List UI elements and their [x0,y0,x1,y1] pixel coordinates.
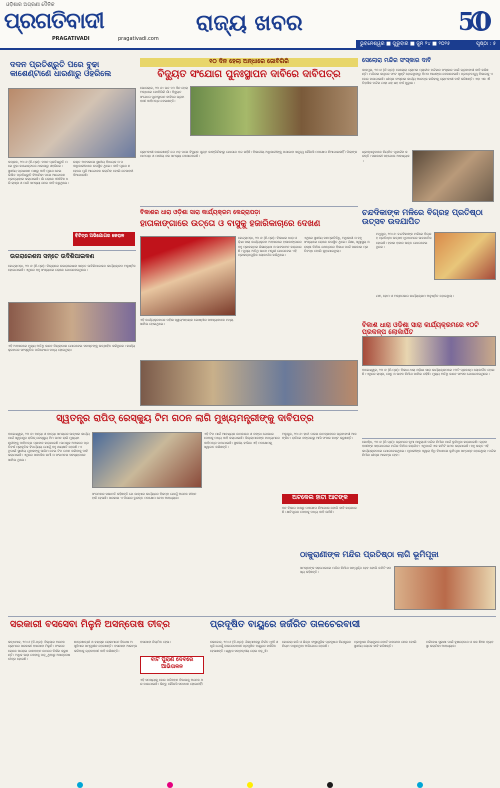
article-photo-7 [362,336,496,366]
article-headline-11[interactable]: ସରକାରୀ ବସସେବା ମିଳୁନି ଅସନ୍ତୋଷ ତୀବ୍ର [10,619,170,630]
article-body-13b: ଏହି ସମସ୍ୟାକୁ ନେଇ ପରିବହନ ବିଭାଗକୁ ଅନେକ ଥର ଜଣାଯାଇଛି। କିନ୍ତୁ କୌଣସି ସମାଧାନ ହୋଇନାହିଁ। [140,678,204,687]
article-body-4b: ଯଜ୍ଞ, ହୋମ ଓ ଅନ୍ନଭୋଗ କାର୍ଯ୍ୟକ୍ରମ ଅନୁଷ୍ଠିତ ହୋଇଥିଲା। [376,294,454,298]
article-body-0b: ଉକ୍ତ ଅବସରରେ ସ୍ଥାନୀୟ ବିଧାୟକ ଓ ପଦାଧିକାରୀମାନେ ଉପସ୍ଥିତ ଥିଲେ। ଦାବି ପୂରଣ ନହେଲେ ପୁଣି ଆନ୍ଦୋଳନ କରାଯିବ ବୋଲି ଚେତାବନୀ ଦିଆଯାଇଛି। [73,160,134,177]
article-headline-4[interactable]: ଚନ୍ଦଦିକାଙ୍କ ମଳିରେ ବିଗ୍ରହ ପ୍ରତିଷ୍ଠା ଉତ୍ସବ ଉଦଯାପିତ [362,207,483,227]
article-headline-2[interactable]: ବିକାଶର ଧାରା ଓଡ଼ିଶା ସାରା କାର୍ଯ୍ୟକ୍ରମ କେନ୍ଦ୍ରାପଡ଼ା [140,209,261,216]
divider [140,206,358,207]
registration-bar [0,776,500,788]
article-body-8a: ବାଲେଶ୍ୱର, ୨୦।୬: ବନ୍ୟା ଓ ବାତ୍ୟା ସମୟରେ ଉଦ୍ଧାର କାର୍ଯ୍ୟ ପାଇଁ ସ୍ୱତନ୍ତ୍ର ରାପିଡ୍ ରେସ୍କ୍ୟୁ ଟିମ ଗଠନ ଲାଗି ମୁଖ୍ୟମନ୍ତ୍ରୀଙ୍କୁ ଦାବିପତ୍ର ପ୍ରଦାନ କରାଯାଇଛି। ଉପକୂଳ ଅଞ୍ଚଳରେ ପ୍ରତିବର୍ଷ ପ୍ରାକୃତିକ ବିପର୍ଯ୍ୟୟ ଯୋଗୁଁ ବହୁ କ୍ଷୟକ୍ଷତି ହେଉଛି। ଏଥିପାଇଁ ସ୍ଥାନୀୟ ଯୁବକଙ୍କୁ ତାଲିମ ଦେଇ ଟିମ ଗଠନ କରିବାକୁ ଦାବି କରାଯାଇଛି। ଏଥିରେ ସାମାଜିକ କର୍ମୀ ଓ ସଂଗଠନର ସଦସ୍ୟମାନେ ସାମିଲ ଥିଲେ। [8,432,90,462]
sidebar-callout: ବିଚିତ୍ର ଅଭିଯୋଗର କେରାଳ [73,232,135,246]
article-body-11b: ଛାତ୍ରଛାତ୍ରୀ ଓ ବୟସ୍କ ଲୋକମାନେ ବିଶେଷ ଅସୁବିଧାର ସମ୍ମୁଖୀନ ହେଉଛନ୍ତି। ବସସେବା ଆରମ୍ଭ କରିବାକୁ ଗ୍ରାମବାସୀ ଦାବି କରିଛନ୍ତି। [74,640,138,653]
kicker-banner: ୧୦ ଦିନ ହେଲା ଅନ୍ଧାରେ ଜୋବିଗିରି [140,58,358,67]
article-body-5b: ଶ୍ରଦ୍ଧାଳୁମାନେ ନିୟମିତ ପୂଜାର୍ଚ୍ଚନା କରନ୍ତି। ସରକାରୀ ସହଯୋଗ ଆବଶ୍ୟକ। [362,150,410,163]
article-headline-9[interactable]: ଠାକୁରାଣୀଙ୍କ ମନ୍ଦିର ପ୍ରତିଷ୍ଠା ଲାଗି ଭୂମିପୂଜା [300,549,439,559]
article-headline-0[interactable]: ଦଦନ ପ୍ରତିଶ୍ରୁତି ପରେ ବୁଢା କାଶେଣ୍ଟାଣେ ଧାରଣାରୁ ଓହରିଲେ [10,59,112,79]
article-headline-3[interactable]: ହାତାକାଙ୍ଗାରେ ଉତ୍ତୋ ଓ ବାସୁକୁ ହଜାରିକାଚାରେ ଦେଖଣ [140,219,321,229]
article-body-1a: ଭୋଗରାଇ, ୨୦।୬: ଗତ ୧୦ ଦିନ ହେଲା ଅନ୍ଧାରେ ଜୋବିଗିରି ଗାଁ। ବିଦ୍ୟୁତ ସଂଯୋଗ ପୁନଃସ୍ଥାପନ ଦାବିରେ ଗ୍ରାମବାସୀ ଦାବିପତ୍ର ଦେଇଛନ୍ତି। [140,86,188,103]
article-headline-10[interactable]: ଅଟକେଲ ହାତୀ ଆତଙ୍କ [282,494,358,504]
article-body-12b: କୋଇଲା ଖଣି ଓ ଶିଳ୍ପ ସଂସ୍ଥାଗୁଡ଼ିକ ପ୍ରଦୂଷଣ ନିୟନ୍ତ୍ରଣ ନିୟମ ମାନୁନଥିବା ଅଭିଯୋଗ ହେଉଛି। [282,640,352,649]
article-body-6b: ଏହି ଅବସରରେ ମୁଖ୍ୟ ଅତିଥି ଭାବେ ଜିଲ୍ଲାପାଳ ଯୋଗଦେଇ ସମସ୍ତଙ୍କୁ ଉତ୍ସାହିତ କରିଥିଲେ। କାର୍ଯ୍ୟକ୍ରମରେ ସାଂସ୍କୃତିକ ପରିବେଷଣ ମଧ୍ୟ ହୋଇଥିଲା। [8,344,136,353]
article-photo-4 [434,232,496,280]
article-body-13a: ବସସେବା ନିୟମିତ ହେଉ। [140,640,171,644]
article-photo-5 [412,150,494,202]
article-headline-7[interactable]: ବିକାଶ ଧାରା ଓଡ଼ିଶା ସାରା କାର୍ଯ୍ୟକ୍ରମରେ ୧୦ଟି ପ୍ରକଳ୍ପ ଲୋକାର୍ପିତ [362,321,479,337]
page-number: ପୃଷ୍ଠା : ୫ [476,41,496,47]
article-headline-13[interactable]: ବାଟି ପୁରାଣ ଦେବରେ ଆଭିତାଳନ [140,656,204,674]
article-photo-3 [140,360,358,406]
article-headline-5[interactable]: ସେଲୋରା ମନ୍ଦିର ସଂସ୍କାର ଦାବି [362,57,432,64]
divider [8,250,136,251]
anniversary-logo [448,6,494,36]
masthead-tagline: ଓଡ଼ିଶାର ଅଗ୍ରଣୀ ଦୈନିକ [6,2,55,8]
article-body-10b: ବନ ବିଭାଗ ପକ୍ଷରୁ ପଦକ୍ଷେପ ନିଆଯାଉ ବୋଲି ଦାବି କରାଯାଇଛି। କ୍ଷତିପୂରଣ ଦେବାକୁ ମଧ୍ୟ ଦାବି ଉଠିଛି। [282,506,357,515]
dateline-bar [356,40,500,49]
article-photo-6 [8,302,136,342]
article-photo-2 [140,236,236,316]
article-body-2c: ଏହି କାର୍ଯ୍ୟକ୍ରମରେ ମହିଳା ସ୍ୱୟଂସହାୟକ ଗୋଷ୍ଠୀର ସଦସ୍ୟାମାନେ ମଧ୍ୟ ସାମିଲ ହୋଇଥିଲେ। [140,318,234,327]
logo-latin: PRAGATIVADI [52,36,90,42]
divider [362,438,496,439]
article-body-9a: ଖୋର୍ଦ୍ଧା, ୨୦।୬ (ନି.ପ୍ର): ଗ୍ରାମରେ ନୂଆ ଠାକୁରାଣୀ ମନ୍ଦିର ନିର୍ମାଣ ପାଇଁ ଭୂମିପୂଜା କରାଯାଇଛି। ଗ୍ରାମବାସୀଙ୍କ ସହଯୋଗରେ ମନ୍ଦିର ନିର୍ମାଣ କରାଯିବ। ଏଥିପାଇଁ ଏକ କମିଟି ଗଠନ କରାଯାଇଛି। ବହୁ ଭକ୍ତ ଏହି କାର୍ଯ୍ୟକ୍ରମରେ ଯୋଗଦେଇଥିଲେ। ପୂଜାରୀଙ୍କ ଦ୍ୱାରା ବିଧି ବିଧାନରେ ଭୂମିପୂଜା ସମ୍ପନ୍ନ ହୋଇଥିଲା। ମନ୍ଦିର ନିର୍ମାଣ ଶୀଘ୍ର ଆରମ୍ଭ ହେବ। [362,440,496,457]
article-body-2b: ଏଥିରେ ସ୍ଥାନୀୟ ଜନପ୍ରତିନିଧି, ଅଧିକାରୀ ଓ ବହୁ ସଂଖ୍ୟାରେ ଲୋକେ ଉପସ୍ଥିତ ଥିଲେ। ଶିକ୍ଷା, ସ୍ୱାସ୍ଥ୍ୟ ଓ ରାସ୍ତା ନିର୍ମାଣ କ୍ଷେତ୍ରରେ ବିକାଶ ପାଇଁ ସରକାର ପ୍ରତିବଦ୍ଧ ବୋଲି କୁହାଯାଇଥିଲା। [304,236,370,253]
article-headline-8[interactable]: ସ୍ୱତନ୍ତ୍ର ରାପିଡ୍ ରେସ୍କ୍ୟୁ ଟିମ ଗଠନ ଲାଗି ମୁଖ୍ୟମନ୍ତ୍ରୀଙ୍କୁ ଦାବିପତ୍ର [56,413,314,424]
article-body-1b: ଗ୍ରାମବାସୀ ଜଣାଇଛନ୍ତି ଯେ ଝଡ଼ ପରେ ବିଦ୍ୟୁତ ଖୁଣ୍ଟ ଭାଙ୍ଗିଯିବାରୁ ଯୋଗାଣ ବନ୍ଦ ରହିଛି। ବିଭାଗୀୟ ଅଧିକାରୀଙ୍କୁ ଜଣାଇବା ସତ୍ତ୍ୱେ କୌଣସି ପଦକ୍ଷେପ ନିଆଯାଇନାହିଁ। ପିଲାଙ୍କ ପାଠପଢ଼ା ଓ ପାନୀୟ ଜଳ ସମସ୍ୟା ଦେଖାଦେଇଛି। [140,150,358,159]
article-body-12a: ତାଳଚେର, ୨୦।୬ (ନି.ପ୍ର): ଶିଳ୍ପାଞ୍ଚଳରୁ ନିର୍ଗତ ଧୂଆଁ ଓ ଧୂଳି ଯୋଗୁଁ ତାଳଚେରବାସୀ ପ୍ରଦୂଷିତ ବାୟୁରେ ଜର୍ଜରିତ ହେଉଛନ୍ତି। ଶ୍ୱାସ ସମ୍ବନ୍ଧୀୟ ରୋଗ ବଢ଼ୁଛି। [210,640,279,653]
anniversary-icon [448,6,494,36]
newspaper-logo[interactable]: ପ୍ରଗତିବାଦୀ [4,8,104,34]
article-body-2a: କେନ୍ଦ୍ରାପଡ଼ା, ୨୦।୬ (ନି.ପ୍ର): ବିକାଶର ଧାରା ଓଡ଼ିଶା ସାରା କାର୍ଯ୍ୟକ୍ରମ ଅବସରରେ ହାତାକାଙ୍ଗାରେ ବହୁ ପ୍ରକଳ୍ପର ଶିଳାନ୍ୟାସ ଓ ଉଦଘାଟନ କରାଯାଇଛି। ମୁଖ୍ୟ ଅତିଥି ଭାବେ ମନ୍ତ୍ରୀ ଯୋଗଦେଇ ଏହି ପ୍ରକଳ୍ପଗୁଡ଼ିକ ଲୋକାର୍ପଣ କରିଥିଲେ। [238,236,302,258]
article-photo-1 [190,86,358,136]
article-body-9b: ସମସ୍ତଙ୍କ ସହଯୋଗରେ ମନ୍ଦିର ନିର୍ମାଣ ସମ୍ପୂର୍ଣ୍ଣ ହେବ ବୋଲି କମିଟି ସଦସ୍ୟ କହିଛନ୍ତି। [300,566,391,575]
article-body-4a: ମଧୁପୁର, ୨୦।୬: ଚନ୍ଦଦିକାଙ୍କ ମଳିରେ ବିଗ୍ରହ ପ୍ରତିଷ୍ଠା ଉତ୍ସବ ଧୁମଧାମରେ ଉଦଯାପିତ ହୋଇଛି। ହଜାର ହଜାର ଭକ୍ତ ଯୋଗଦେଇଥିଲେ। [376,232,432,249]
website-text: pragativadi.com [118,36,159,42]
article-body-10a: ଅନୁଗୁଳ, ୨୦।୬: ହାତୀ ପଲର ଉପଦ୍ରବରେ ଗ୍ରାମବାସୀ ଆତଙ୍କିତ। ରାତିରେ ଜଙ୍ଗଲରୁ ଆସି ଫସଲ ନଷ୍ଟ କରୁଛନ୍ତି। [282,432,357,441]
divider [8,616,496,617]
article-headline-6[interactable]: ଉଗରାରେଶନା ସନ୍ତେ ଉଦିଶିପାଇକଣ [10,253,95,260]
article-body-11a: କନ୍ଧମାଳ, ୨୦।୬ (ନି.ପ୍ର): ଜିଲ୍ଲାର ଅନେକ ଗ୍ରାମରେ ସରକାରୀ ବସସେବା ମିଳୁନି। ଫଳରେ ଲୋକେ ଘରୋଇ ଯାନବାହନ ଉପରେ ନିର୍ଭର କରୁଛନ୍ତି। ଅଧିକ ଭଡ଼ା ଦେବାକୁ ପଡ଼ୁଥିବାରୁ ଅସନ୍ତୋଷ ତୀବ୍ର ହୋଇଛି। [8,640,71,662]
article-body-12c: ପ୍ରଦୂଷଣ ନିୟନ୍ତ୍ରଣ ବୋର୍ଡ ପଦକ୍ଷେପ ନେଉ ବୋଲି ସ୍ଥାନୀୟ ଲୋକେ ଦାବି କରିଛନ୍ତି। [354,640,417,649]
article-body-8b: ସଂଗଠନର ସଭାପତି କହିଛନ୍ତି ଯେ ଉଦ୍ଧାର କାର୍ଯ୍ୟରେ ବିଳମ୍ବ ଯୋଗୁଁ ଅନେକ ଜୀବନ ହାନି ହେଉଛି। ସରକାର ଏ ଦିଗରେ ତୁରନ୍ତ ପଦକ୍ଷେପ ନେବା ଆବଶ୍ୟକ। [92,492,197,501]
article-photo-8 [92,432,202,488]
article-body-7: ବାଲେଶ୍ୱର, ୨୦।୬ (ନି.ପ୍ର): ବିକାଶ ଧାରା ଓଡ଼ିଶା ସାରା କାର୍ଯ୍ୟକ୍ରମରେ ୧୦ଟି ପ୍ରକଳ୍ପ ଲୋକାର୍ପିତ ହୋଇଛି। ଏଥିରେ ରାସ୍ତା, ସେତୁ ଓ ଭବନ ନିର୍ମାଣ ସାମିଲ ରହିଛି। ମୁଖ୍ୟ ଅତିଥି ଭାବେ ସାଂସଦ ଯୋଗଦେଇଥିଲେ। [362,368,495,377]
article-photo-0 [8,88,136,158]
color-registration-icon [0,779,500,788]
divider [8,410,358,411]
dateline-text: ଭୁବନେଶ୍ୱର ■ ଗୁରୁବାର ■ ଜୁନ ୨୪ ■ ୨୦୨୫ [360,41,451,47]
article-body-12d: ପରିବେଶ ସୁରକ୍ଷା ପାଇଁ ବୃକ୍ଷରୋପଣ ଓ ଜଳ ଛିଞ୍ଚନ ବ୍ୟବସ୍ଥା କରାଯିବା ଆବଶ୍ୟକ। [426,640,494,649]
article-photo-9 [394,566,496,610]
article-body-8c: ଏହି ଟିମ ପାଇଁ ଆବଶ୍ୟକ ଉପକରଣ ଓ ଡଙ୍ଗା ଯୋଗାଇଦେବାକୁ ମଧ୍ୟ ଦାବି କରାଯାଇଛି। ଜିଲ୍ଲାପାଳଙ୍କ ମାଧ୍ୟମରେ ଦାବିପତ୍ର ପଠାଯାଇଛି। ସ୍ଥାନୀୟ ବାସିନ୍ଦା ଏହି ପଦକ୍ଷେପକୁ ସ୍ୱାଗତ କରିଛନ୍ତି। [204,432,280,449]
article-body-5a: ଜାଜପୁର, ୨୦।୬ (ନି.ପ୍ର): ସେଲୋରା ଗ୍ରାମର ପ୍ରାଚୀନ ମନ୍ଦିରର ସଂସ୍କାର ପାଇଁ ଗ୍ରାମବାସୀ ଦାବି କରିଛନ୍ତି। ମନ୍ଦିରର କାନ୍ଥରେ ଫାଟ ସୃଷ୍ଟି ହୋଇଥିବାରୁ ବିପଦ ଆଶଙ୍କା ଦେଖାଦେଇଛି। ପ୍ରତ୍ନତତ୍ତ୍ୱ ବିଭାଗକୁ ଏନେଇ ଜଣାଯାଇଛି। ଶୀଘ୍ର ସଂସ୍କାର କାର୍ଯ୍ୟ ଆରମ୍ଭ କରିବାକୁ ଗ୍ରାମବାସୀ ଦାବି କରିଛନ୍ତି। ଏହା ଏକ ଐତିହାସିକ ମନ୍ଦିର ଯାହା ଶହ ଶହ ବର୍ଷ ପୁରୁଣା। [362,68,493,85]
article-body-6: କେନ୍ଦ୍ରାପଡ଼ା, ୨୦।୬ (ନି.ପ୍ର): ଜିଲ୍ଲାରେ ଉଗରାରେଶନା ସନ୍ତେ ଉଦିଶିପାଇକଣ କାର୍ଯ୍ୟକ୍ରମ ଅନୁଷ୍ଠିତ ହୋଇଯାଇଛି। ଏଥିରେ ବହୁ ସଂଖ୍ୟାରେ ଲୋକେ ଯୋଗଦେଇଥିଲେ। [8,264,136,273]
page-heading: ରାଜ୍ୟ ଖବର [196,10,303,36]
article-headline-12[interactable]: ପ୍ରଦୂଷିତ ବାୟୁରେ ଜର୍ଜରିତ ତାଳଚେରବାସୀ [210,619,361,630]
article-headline-1[interactable]: ବିଦ୍ୟୁତ ସଂଯୋଗ ପୁନଃସ୍ଥାପନ ଦାବିରେ ଦାବିପତ୍ର [157,69,341,80]
article-body-0a: ଭଦ୍ରକ, ୨୦।୬ (ନି.ପ୍ର): ଦଦନ ପ୍ରତିଶ୍ରୁତି ପରେ ବୁଢା କାଶେଣ୍ଟାଣେ ଧାରଣାରୁ ଓହରିଲେ। ସ୍ଥାନୀୟ ପ୍ରଶାସନ ପକ୍ଷରୁ ଦାବି ପୂରଣ ନେଇ ଲିଖିତ ପ୍ରତିଶ୍ରୁତି ଦିଆଯିବା ପରେ ଆନ୍ଦୋଳନ ପ୍ରତ୍ୟାହାର କରାଯାଇଛି। ଗାଁ ଲୋକେ ଦୀର୍ଘଦିନ ଧରି ରାସ୍ତା ଓ ପାଣି ସମସ୍ୟା ନେଇ ଦାବି କରୁଥିଲେ। [8,160,69,186]
anniversary-number: 50 [458,7,492,36]
